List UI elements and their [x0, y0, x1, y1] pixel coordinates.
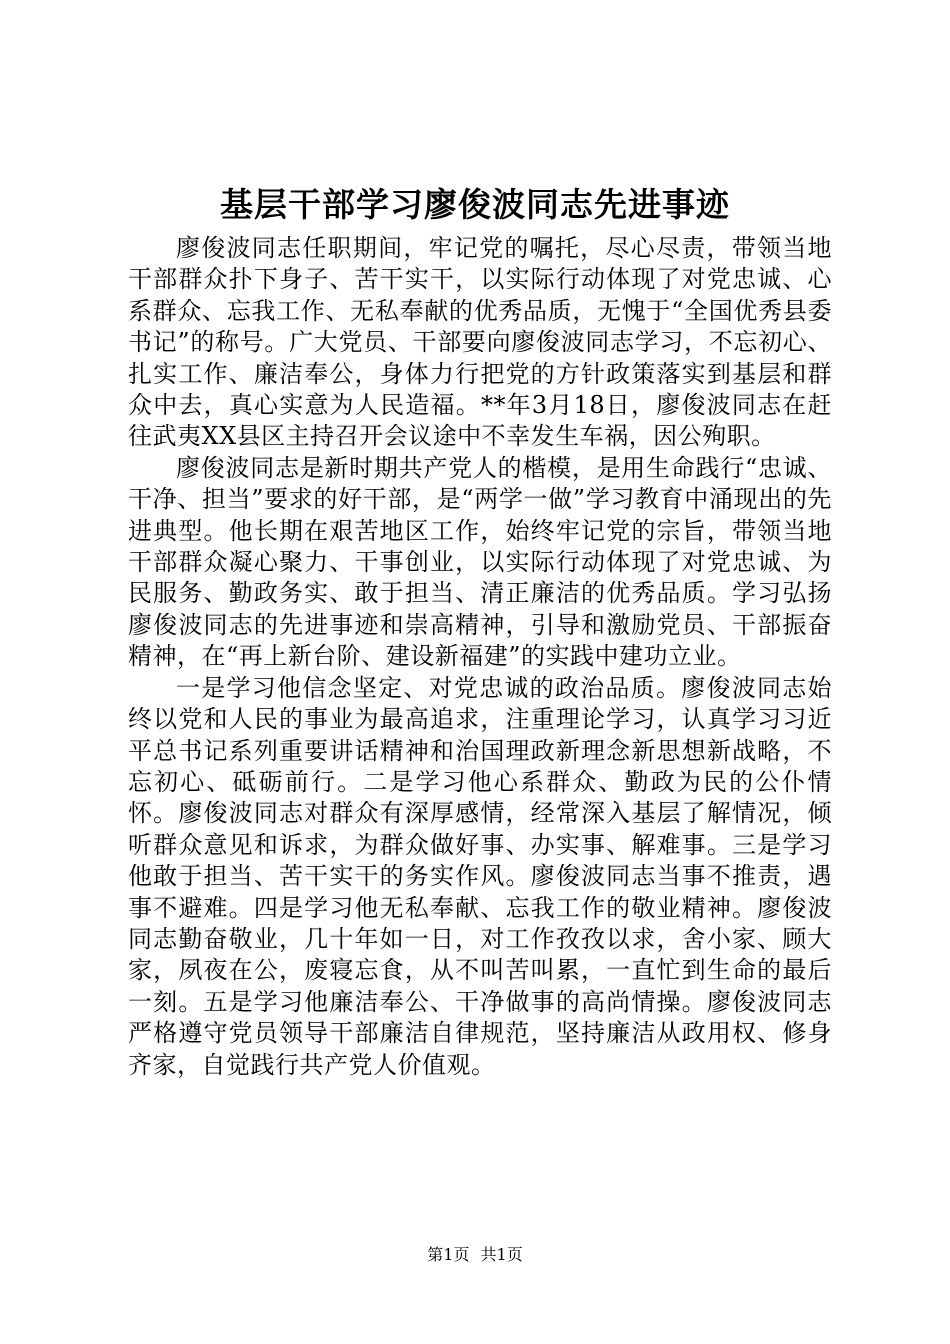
document-body: [128, 233, 832, 1081]
document-title: 基层干部学习廖俊波同志先进事迹: [220, 185, 730, 224]
paragraph-2: 廖俊波同志是新时期共产党人的楷模，是用生命践行“忠诚、干净、担当”要求的好干部，是“两学一做”学习教育中涌现出的先进典型。他长期在艰苦地区工作，始终牢记党的宗旨，带领当地干部群众凝心聚力、干事创业，以实际行动体现了对党忠诚、为民服务、勤政务实、敢于担当、清正廉洁的优秀品质。学习弘扬廖俊波同志的先进事迹和崇高精神，引导和激励党员、干部振奋精神，在“再上新台阶、建设新福建”的实践中建功立业。: [128, 453, 832, 671]
page-total: 共1页: [480, 1245, 523, 1264]
paragraph-3: 一是学习他信念坚定、对党忠诚的政治品质。廖俊波同志始终以党和人民的事业为最高追求，注重理论学习，认真学习习近平总书记系列重要讲话精神和治国理政新理念新思想新战略，不忘初心、砥砺前行。二是学习他心系群众、勤政为民的公仆情怀。廖俊波同志对群众有深厚感情，经常深入基层了解情况，倾听群众意见和诉求，为群众做好事、办实事、解难事。三是学习他敢于担当、苦干实干的务实作风。廖俊波同志当事不推责，遇事不避难。四是学习他无私奉献、忘我工作的敬业精神。廖俊波同志勤奋敬业，几十年如一日，对工作孜孜以求，舍小家、顾大家，夙夜在公，废寝忘食，从不叫苦叫累，一直忙到生命的最后一刻。五是学习他廉洁奉公、干净做事的高尚情操。廖俊波同志严格遵守党员领导干部廉洁自律规范，坚持廉洁从政用权、修身齐家，自觉践行共产党人价值观。: [128, 673, 832, 1079]
page-number: 第1页: [427, 1245, 470, 1264]
paragraph-1: 廖俊波同志任职期间，牢记党的嘱托，尽心尽责，带领当地干部群众扑下身子、苦干实干，以实际行动体现了对党忠诚、心系群众、忘我工作、无私奉献的优秀品质，无愧于“全国优秀县委书记”的称号。广大党员、干部要向廖俊波同志学习，不忘初心、扎实工作、廉洁奉公，身体力行把党的方针政策落实到基层和群众中去，真心实意为人民造福。**年3月18日，廖俊波同志在赶往武夷XX县区主持召开会议途中不幸发生车祸，因公殉职。: [128, 234, 832, 451]
page-footer: [0, 1244, 950, 1266]
